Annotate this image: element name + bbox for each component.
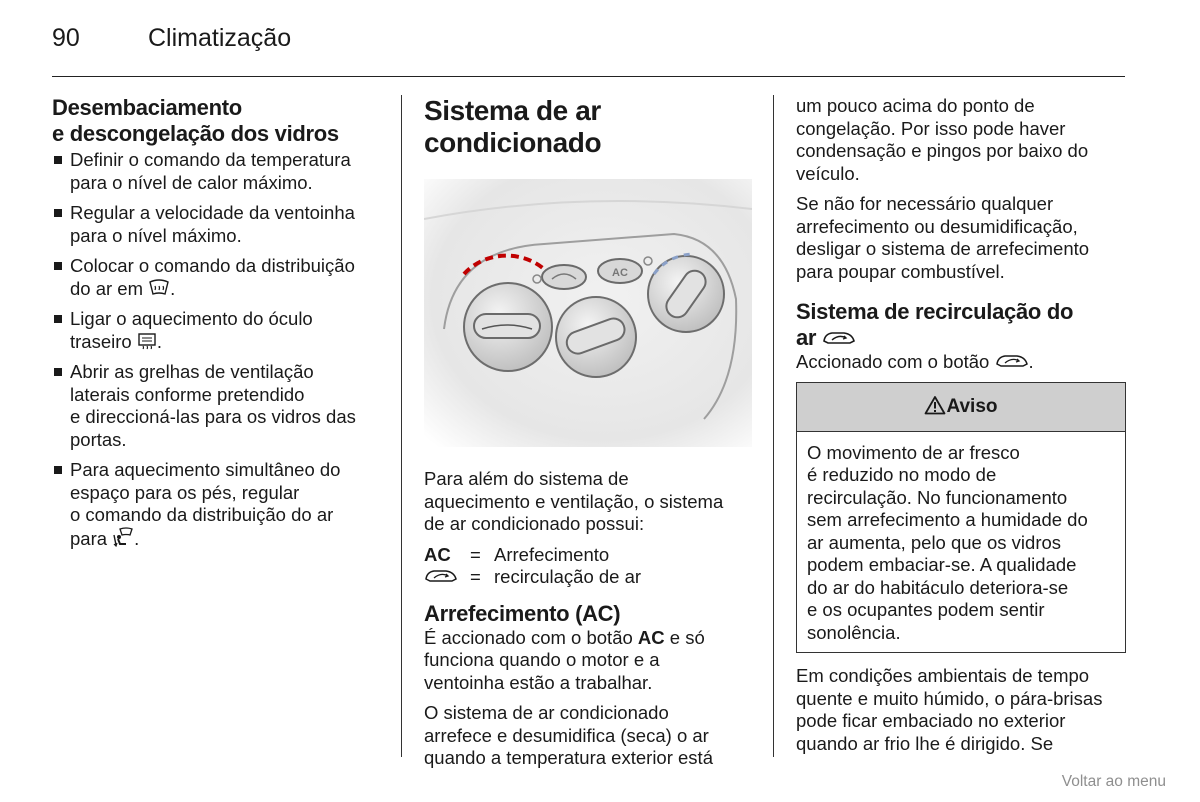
text-line: O sistema de ar condicionado — [424, 702, 669, 723]
recirculation-icon — [995, 352, 1029, 370]
warning-body — [797, 432, 1125, 653]
text-line: quando a temperatura exterior está — [424, 747, 713, 768]
heading-line: Sistema de recirculação do — [796, 299, 1074, 324]
warning-title: Aviso — [946, 395, 998, 417]
section-heading-recirculation — [796, 299, 1126, 351]
text-line: do ar do habitáculo deteriora-se — [807, 576, 1069, 598]
bullet-square — [54, 209, 62, 217]
legend-eq: = — [470, 543, 481, 565]
text-line: aquecimento e ventilação, o sistema — [424, 490, 724, 512]
text-line: desligar o sistema de arrefecimento — [796, 238, 1090, 259]
column-recirculation — [796, 95, 1126, 763]
paragraph-humid-conditions — [796, 665, 1126, 755]
header-rule — [52, 76, 1125, 77]
chapter-title: Climatização — [148, 24, 292, 52]
bullet-line: para o nível de calor máximo. — [70, 171, 313, 193]
bullet-text: para — [70, 527, 108, 549]
text-line: para poupar combustível. — [796, 260, 1005, 282]
text-line: funciona quando o motor e a — [424, 649, 660, 670]
text-line: arrefecimento ou desumidificação, — [796, 215, 1078, 237]
heading-line: Desembaciamento — [52, 95, 242, 120]
bullet-line: Para aquecimento simultâneo do — [70, 459, 341, 480]
legend-value: Arrefecimento — [494, 543, 610, 565]
text-line: recirculação. No funcionamento — [807, 486, 1068, 508]
bullet-square — [54, 368, 62, 376]
text-line: é reduzido no modo de — [807, 464, 997, 485]
bullet-line — [70, 527, 382, 551]
text-line — [424, 627, 754, 650]
text-span: e só — [669, 626, 705, 648]
section-heading-cooling: Arrefecimento (AC) — [424, 600, 621, 626]
legend-row-recirculation — [424, 566, 754, 589]
paragraph-continued — [796, 95, 1126, 185]
bullet-text: . — [170, 277, 176, 299]
text-line: e os ocupantes podem sentir — [807, 599, 1045, 620]
bullet-line: portas. — [70, 428, 127, 450]
section-title-ac-system — [424, 95, 754, 159]
list-item — [52, 149, 382, 194]
text-line: condensação e pingos por baixo do — [796, 140, 1089, 161]
list-item — [52, 361, 382, 451]
text-span: Accionado com o botão — [796, 351, 990, 372]
ac-button-label: AC — [612, 267, 628, 279]
list-item — [52, 459, 382, 550]
bullet-line: Colocar o comando da distribuição — [70, 255, 355, 276]
text-line: sonolência. — [807, 621, 901, 643]
title-line: Sistema de ar — [424, 95, 601, 126]
text-line: podem embaciar-se. A qualidade — [807, 554, 1077, 575]
text-line: Para além do sistema de — [424, 468, 629, 489]
legend-value: recirculação de ar — [494, 566, 642, 587]
legend-row-ac — [424, 544, 754, 567]
text-line: veículo. — [796, 162, 860, 184]
text-line: O movimento de ar fresco — [807, 441, 1020, 463]
bullet-square — [54, 466, 62, 474]
text-line: um pouco acima do ponto de — [796, 95, 1035, 116]
legend-key — [424, 566, 458, 589]
bullet-line: Abrir as grelhas de ventilação — [70, 361, 314, 382]
bullet-text: . — [134, 527, 140, 549]
bullet-square — [54, 156, 62, 164]
text-line: Em condições ambientais de tempo — [796, 665, 1090, 686]
bullet-text: do ar em — [70, 277, 144, 299]
recirculation-icon — [822, 329, 856, 347]
windscreen-defrost-icon — [148, 279, 170, 297]
paragraph-cooling-1 — [424, 627, 754, 695]
bullet-line: o comando da distribuição do ar — [70, 504, 334, 525]
bullet-text: . — [156, 330, 162, 352]
bullet-line — [70, 278, 382, 301]
bullet-square — [54, 315, 62, 323]
text-span: É accionado com o botão — [424, 626, 633, 648]
heading-text: ar — [796, 325, 817, 350]
text-span: . — [1028, 351, 1034, 372]
bullet-line: Definir o comando da temperatura — [70, 149, 351, 170]
paragraph-intro — [424, 468, 754, 536]
page-number: 90 — [52, 24, 80, 52]
column-defrost — [52, 95, 382, 558]
text-line: ventoinha estão a trabalhar. — [424, 671, 653, 693]
climate-control-panel-illustration — [424, 179, 752, 447]
title-line: condicionado — [424, 127, 602, 158]
bullet-line: Ligar o aquecimento do óculo — [70, 308, 313, 329]
text-line: pode ficar embaciado no exterior — [796, 710, 1066, 731]
page-header — [52, 24, 1127, 58]
text-line: congelação. Por isso pode haver — [796, 117, 1066, 139]
warning-triangle-icon — [924, 395, 946, 415]
text-line: de ar condicionado possui: — [424, 513, 645, 534]
paragraph-save-fuel — [796, 193, 1126, 283]
legend-key: AC — [424, 543, 451, 565]
list-item — [52, 255, 382, 300]
bullet-line: laterais conforme pretendido — [70, 383, 305, 405]
paragraph-cooling-2 — [424, 702, 754, 770]
column-air-conditioning — [424, 95, 754, 778]
list-item — [52, 202, 382, 247]
text-line: arrefece e desumidifica (seca) o ar — [424, 724, 709, 746]
windscreen-footwell-icon — [112, 527, 134, 547]
column-divider — [401, 95, 402, 757]
warning-header — [797, 383, 1125, 432]
text-line: Se não for necessário qualquer — [796, 193, 1054, 214]
defrost-steps — [52, 149, 382, 550]
bullet-line — [70, 331, 382, 354]
heading-line — [796, 325, 1126, 351]
bullet-line: para o nível máximo. — [70, 224, 242, 246]
recirculation-icon — [424, 567, 458, 585]
legend — [424, 544, 754, 589]
list-item — [52, 308, 382, 353]
bullet-line: e direccioná-las para os vidros das — [70, 406, 356, 427]
bullet-text: traseiro — [70, 330, 132, 352]
back-to-menu-link[interactable]: Voltar ao menu — [1061, 773, 1166, 790]
warning-box — [796, 382, 1126, 654]
legend-eq: = — [470, 566, 481, 587]
text-line: quando ar frio lhe é dirigido. Se — [796, 732, 1054, 754]
bullet-line: Regular a velocidade da ventoinha — [70, 202, 355, 223]
heading-line: e descongelação dos vidros — [52, 121, 339, 146]
text-span-bold: AC — [637, 626, 665, 648]
text-line: ar aumenta, pelo que os vidros — [807, 531, 1062, 553]
text-line: sem arrefecimento a humidade do — [807, 509, 1088, 530]
text-line: quente e muito húmido, o pára-brisas — [796, 687, 1103, 709]
section-heading-defrost — [52, 95, 382, 147]
bullet-square — [54, 262, 62, 270]
rear-window-heating-icon — [137, 332, 157, 350]
column-divider — [773, 95, 774, 757]
paragraph-operated — [796, 351, 1126, 374]
bullet-line: espaço para os pés, regular — [70, 481, 300, 503]
